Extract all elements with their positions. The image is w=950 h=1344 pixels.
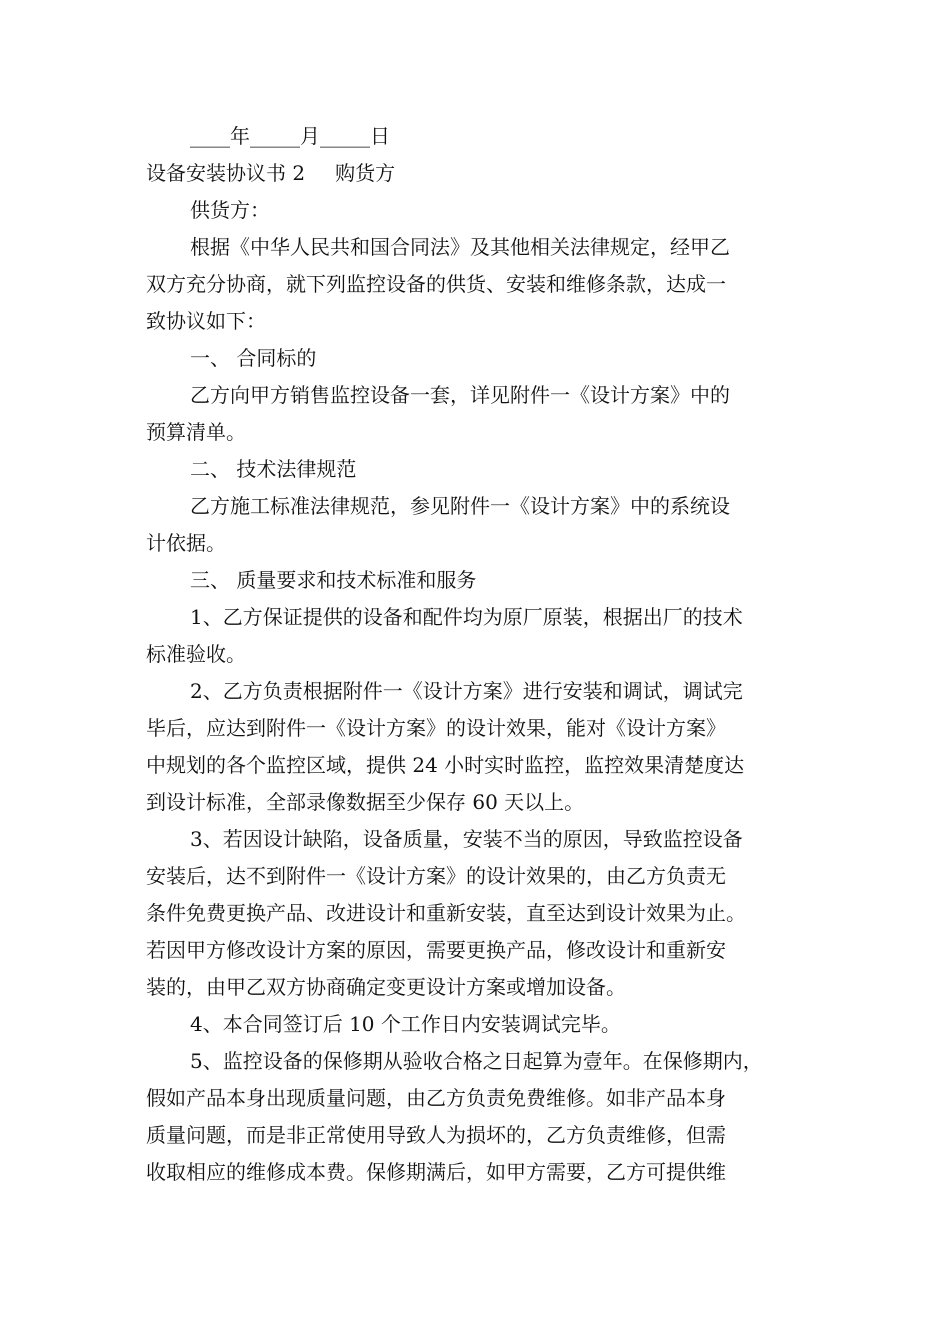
paragraph-line: 中规划的各个监控区域，提供 24 小时实时监控，监控效果清楚度达 bbox=[146, 753, 745, 777]
clause-1 bbox=[146, 599, 806, 673]
paragraph-line: 预算清单。 bbox=[146, 420, 246, 444]
paragraph-line: 装的，由甲乙双方协商确定变更设计方案或增加设备。 bbox=[146, 975, 626, 999]
paragraph-line: 质量问题，而是非正常使用导致人为损坏的，乙方负责维修，但需 bbox=[146, 1123, 726, 1147]
paragraph-line: 一、 合同标的 bbox=[190, 346, 317, 370]
clause-5 bbox=[146, 1043, 806, 1191]
document-body bbox=[146, 229, 806, 1191]
clause-2 bbox=[146, 673, 806, 821]
document-title: 设备安装协议书 2 bbox=[146, 161, 306, 185]
paragraph-line: 收取相应的维修成本费。保修期满后，如甲方需要，乙方可提供维 bbox=[146, 1160, 726, 1184]
intro-paragraph bbox=[146, 229, 806, 340]
paragraph-line: 假如产品本身出现质量问题，由乙方负责免费维修。如非产品本身 bbox=[146, 1086, 726, 1110]
paragraph-line: 乙方施工标准法律规范，参见附件一《设计方案》中的系统设 bbox=[190, 494, 730, 518]
section-2-heading bbox=[146, 451, 806, 488]
paragraph-line: 致协议如下： bbox=[146, 309, 266, 333]
section-1-heading bbox=[146, 340, 806, 377]
clause-4 bbox=[146, 1006, 806, 1043]
paragraph-line: 若因甲方修改设计方案的原因，需要更换产品，修改设计和重新安 bbox=[146, 938, 726, 962]
document-page bbox=[146, 118, 806, 1191]
paragraph-line: 条件免费更换产品、改进设计和重新安装，直至达到设计效果为止。 bbox=[146, 901, 746, 925]
paragraph-line: 安装后，达不到附件一《设计方案》的设计效果的，由乙方负责无 bbox=[146, 864, 726, 888]
paragraph-line: 乙方向甲方销售监控设备一套，详见附件一《设计方案》中的 bbox=[190, 383, 730, 407]
section-1-body bbox=[146, 377, 806, 451]
date-line: ____年_____月_____日 bbox=[190, 124, 390, 148]
paragraph-line: 到设计标准，全部录像数据至少保存 60 天以上。 bbox=[146, 790, 585, 814]
paragraph-line: 毕后，应达到附件一《设计方案》的设计效果，能对《设计方案》 bbox=[146, 716, 726, 740]
paragraph-line: 三、 质量要求和技术标准和服务 bbox=[190, 568, 477, 592]
paragraph-line: 标准验收。 bbox=[146, 642, 246, 666]
section-3-heading bbox=[146, 562, 806, 599]
paragraph-line: 4、本合同签订后 10 个工作日内安装调试完毕。 bbox=[190, 1012, 621, 1036]
paragraph-line: 2、乙方负责根据附件一《设计方案》进行安装和调试，调试完 bbox=[190, 679, 743, 703]
supplier-label: 供货方： bbox=[190, 198, 270, 222]
paragraph-line: 3、若因设计缺陷，设备质量，安装不当的原因，导致监控设备 bbox=[190, 827, 743, 851]
paragraph-line: 根据《中华人民共和国合同法》及其他相关法律规定，经甲乙 bbox=[190, 235, 730, 259]
paragraph-line: 双方充分协商，就下列监控设备的供货、安装和维修条款，达成一 bbox=[146, 272, 726, 296]
paragraph-line: 二、 技术法律规范 bbox=[190, 457, 357, 481]
buyer-label: 购货方 bbox=[335, 161, 396, 185]
paragraph-line: 1、乙方保证提供的设备和配件均为原厂原装，根据出厂的技术 bbox=[190, 605, 743, 629]
document-title-line bbox=[146, 155, 806, 192]
paragraph-line: 5、监控设备的保修期从验收合格之日起算为壹年。在保修期内， bbox=[190, 1049, 763, 1073]
clause-3 bbox=[146, 821, 806, 1006]
paragraph-line: 计依据。 bbox=[146, 531, 226, 555]
section-2-body bbox=[146, 488, 806, 562]
